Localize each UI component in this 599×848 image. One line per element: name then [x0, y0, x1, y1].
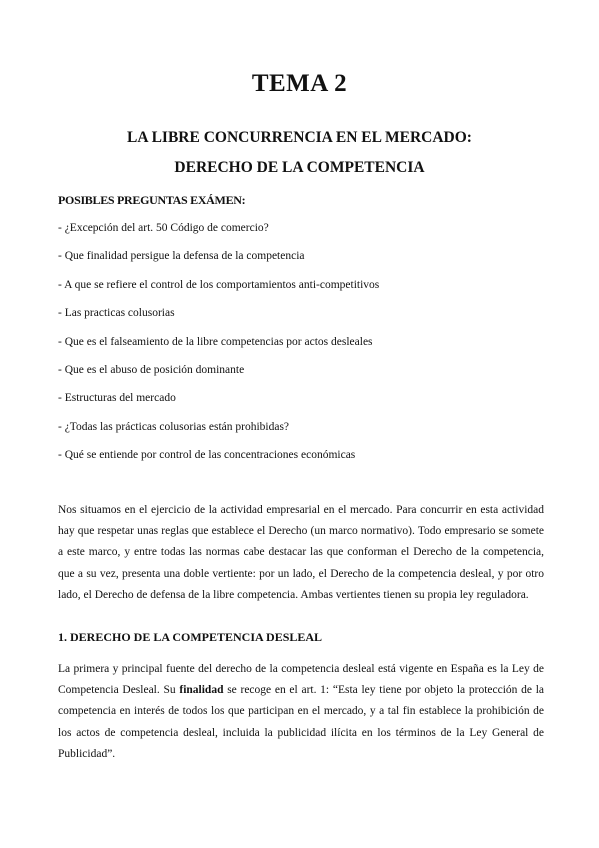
paragraph-text: La primera y principal fuente del derecho de la competencia desleal está vigente en España es la Ley de Competencia Desleal. Su [58, 663, 544, 697]
question-item: - Las practicas colusorias [58, 307, 175, 320]
bold-term: finalidad [179, 684, 224, 697]
page-title: TEMA 2 [251, 70, 348, 97]
section-paragraph [58, 659, 544, 765]
intro-paragraph: Nos situamos en el ejercicio de la actividad empresarial en el mercado. Para concurrir en esta actividad hay que respetar unas reglas que establece el Derecho (un marco normativo). Todo empresario se somete a este marco, y entre todas las normas cabe destacar las que conforman el Derecho de la competencia, que a su vez, presenta una doble vertiente: por un lado, el Derecho de la competencia desleal, y por otro lado, el Derecho de defensa de la libre competencia. Ambas vertientes tienen su propia ley reguladora. [58, 504, 544, 601]
question-item: - Que finalidad persigue la defensa de la competencia [58, 250, 305, 263]
questions-heading: POSIBLES PREGUNTAS EXÁMEN: [58, 193, 246, 207]
question-item: - Que es el abuso de posición dominante [58, 363, 245, 376]
question-item: - Qué se entiende por control de las concentraciones económicas [58, 449, 356, 462]
question-item: - Que es el falseamiento de la libre competencias por actos desleales [58, 335, 373, 348]
questions-list [58, 214, 379, 470]
subtitle-line-1: LA LIBRE CONCURRENCIA EN EL MERCADO: [127, 129, 472, 146]
subtitle-line-2: DERECHO DE LA COMPETENCIA [174, 159, 425, 176]
section-heading: 1. DERECHO DE LA COMPETENCIA DESLEAL [58, 630, 323, 644]
question-item: - ¿Todas las prácticas colusorias están prohibidas? [58, 420, 290, 433]
question-item: - A que se refiere el control de los comportamientos anti-competitivos [58, 278, 380, 291]
question-item: - ¿Excepción del art. 50 Código de comercio? [58, 222, 269, 234]
paragraph-text: se recoge en el art. 1: “Esta ley tiene por objeto la protección de la competencia en interés de todos los que participan en el mercado, y a tal fin establece la prohibición de los actos de competencia desleal, incluida la publicidad ilícita en los términos de la Ley General de Publicidad”. [58, 684, 545, 760]
question-item: - Estructuras del mercado [58, 392, 176, 405]
